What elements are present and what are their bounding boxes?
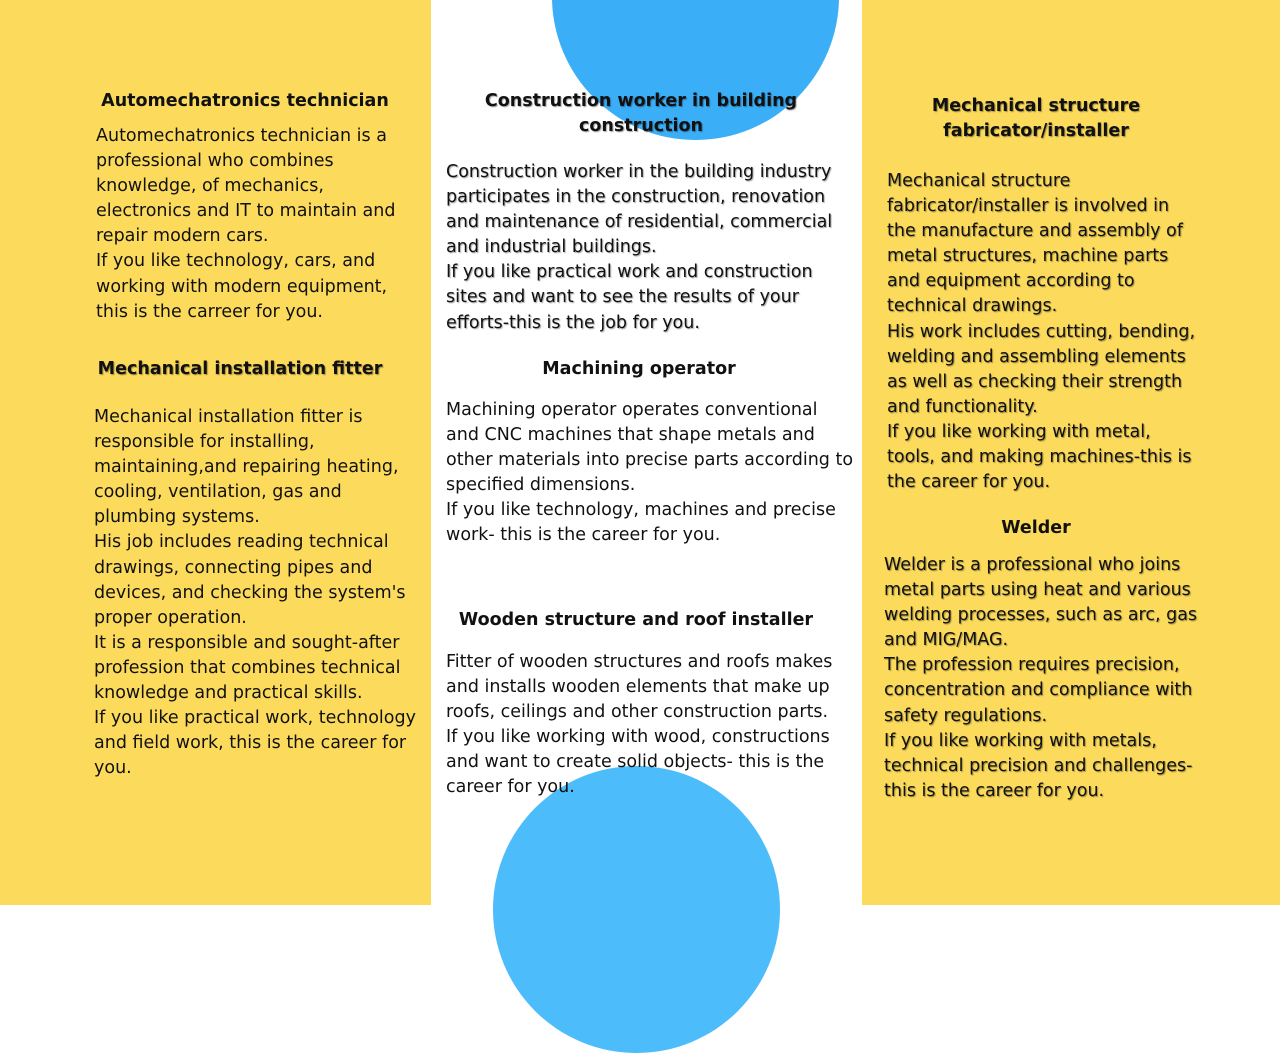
structure-fabricator-description: Mechanical structure fabricator/installer is involved in the manufacture and assembly of metal structures, machine parts and equipment according to technical drawings. His work includes cutting, bending, welding and assembling elements as well as checking their strength and functionality. If you like working with metal, tools, and making machines-this is the career for you. bbox=[887, 171, 1196, 493]
installation-fitter-title: Mechanical installation fitter bbox=[97, 359, 383, 379]
construction-worker-description: Construction worker in the building industry participates in the construction, renovation and maintenance of residential, commercial and industrial buildings. If you like practical work and construction sites and want to see the results of your efforts-this is the job for you. bbox=[446, 162, 833, 333]
structure-fabricator-title: Mechanical structure fabricator/installer bbox=[931, 96, 1141, 141]
machining-operator-description: Machining operator operates conventional and CNC machines that shape metals and other materials into precise parts according to specified dimensions. If you like technology, machines and precise work- this is the career for you. bbox=[446, 400, 854, 546]
automechatronics-description: Automechatronics technician is a professional who combines knowledge, of mechanics, electronics and IT to maintain and repair modern cars. If you like technology, cars, and working with modern equipment, this is the carreer for you. bbox=[96, 126, 396, 322]
welder-title: Welder bbox=[1001, 518, 1071, 538]
bottom-decorative-circle bbox=[493, 766, 780, 1053]
wooden-structure-title: Wooden structure and roof installer bbox=[458, 610, 814, 630]
installation-fitter-description: Mechanical installation fitter is responsible for installing, maintaining,and repairing heating, cooling, ventilation, gas and plumbing systems. His job includes reading technical drawings, connecting pipes and devices, and checking the system's proper operation. It is a responsible and sought-after profession that combines technical knowledge and practical skills. If you like practical work, technology and field work, this is the career for you. bbox=[94, 407, 416, 779]
construction-worker-title: Construction worker in building construction bbox=[484, 91, 798, 136]
wooden-structure-description: Fitter of wooden structures and roofs makes and installs wooden elements that make up roofs, ceilings and other construction parts. If you like working with wood, constructions and want to create solid objects- this is the career for you. bbox=[446, 652, 833, 798]
machining-operator-title: Machining operator bbox=[542, 359, 736, 379]
welder-description: Welder is a professional who joins metal parts using heat and various welding processes, such as arc, gas and MIG/MAG. The profession requires precision, concentration and compliance with safety regulations. If you like working with metals, technical precision and challenges- this is the career for you. bbox=[884, 555, 1198, 801]
automechatronics-title: Automechatronics technician bbox=[101, 91, 389, 111]
